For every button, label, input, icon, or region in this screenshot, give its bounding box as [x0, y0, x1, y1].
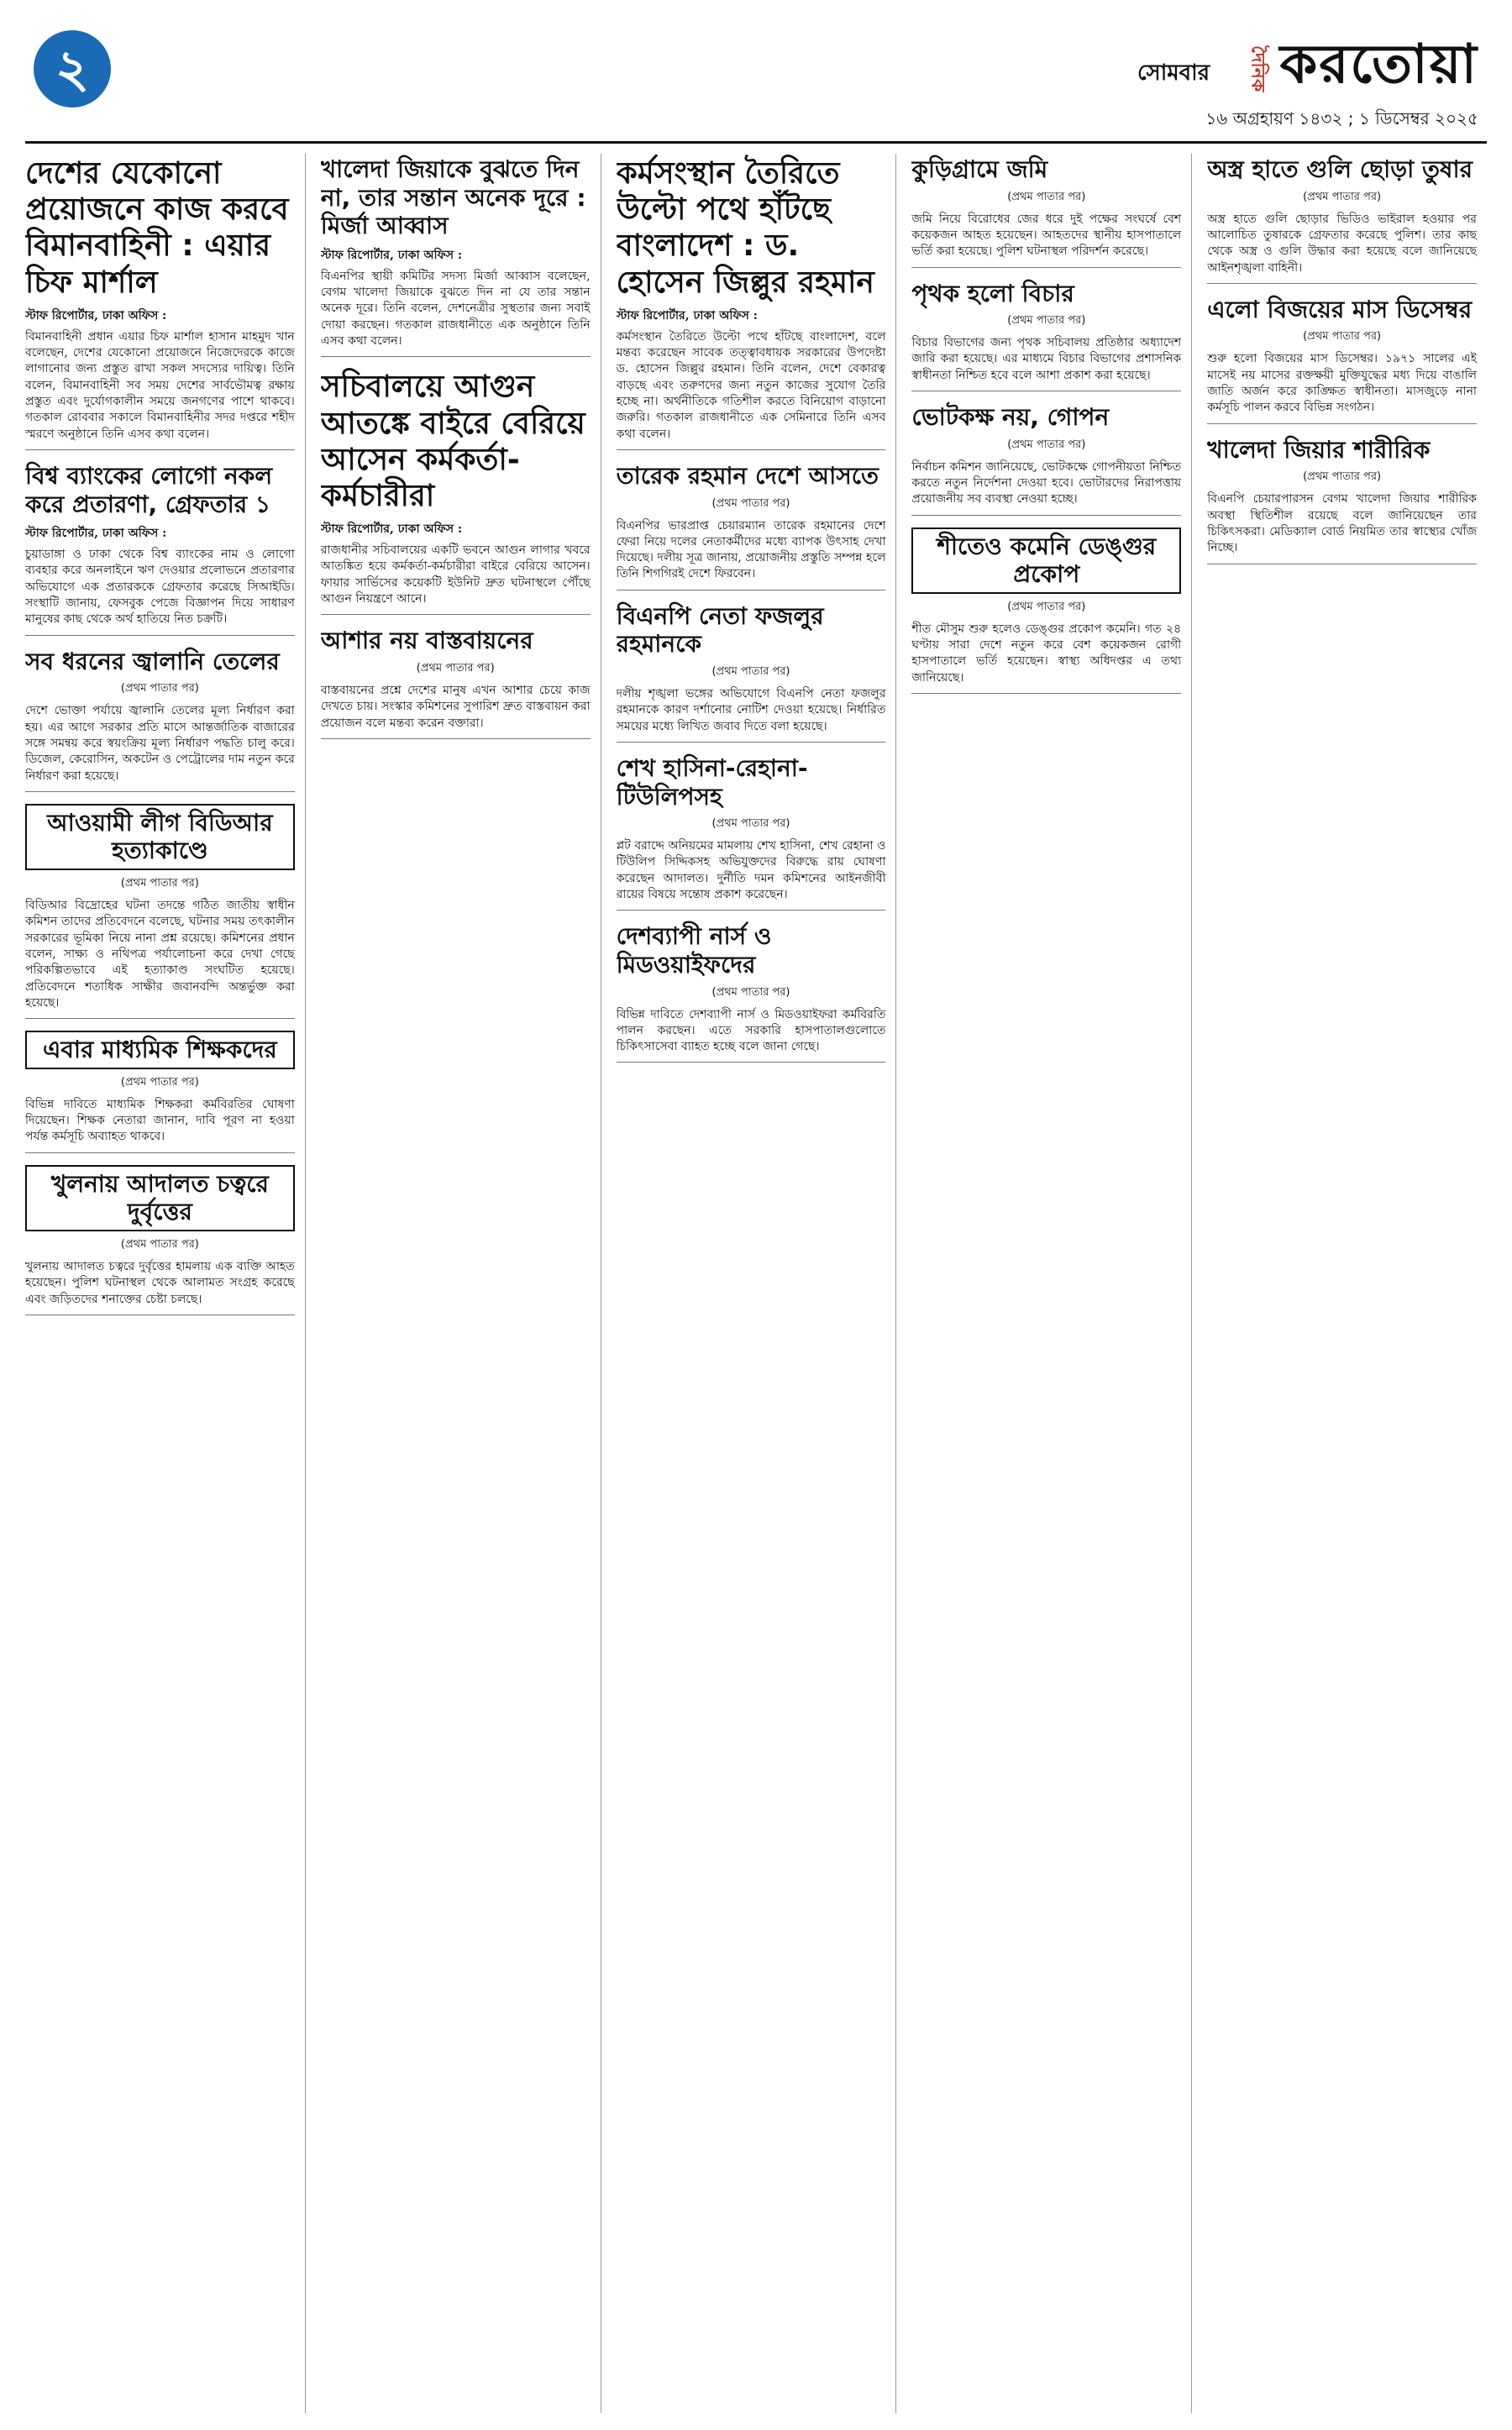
subhead: (প্রথম পাতার পর) — [120, 1075, 199, 1089]
headline: আশার নয় বাস্তবায়নের — [320, 627, 533, 655]
story-teachers — [25, 1031, 295, 1153]
headline: বিশ্ব ব্যাংকের লোগো নকল করে প্রতারণা, গ্রেফতার ১ — [25, 461, 273, 518]
headline: কর্মসংস্থান তৈরিতে উল্টো পথে হাঁটছে বাংলাদেশ : ড. হোসেন জিল্লুর রহমান — [616, 156, 874, 300]
story-fazlur — [617, 602, 886, 743]
column-2 — [321, 154, 601, 2413]
headline: দেশব্যাপী নার্স ও মিডওয়াইফদের — [616, 922, 772, 979]
story-body: কর্মসংস্থান তৈরিতে উল্টো পথে হাঁটছে বাংলাদেশ, বলে মন্তব্য করেছেন সাবেক তত্ত্বাবধায়ক সরকারের উপদেষ্টা ড. হোসেন জিল্লুর রহমান। তিনি বলেন, দেশে বেকারত্ব বাড়ছে এবং তরুণদের জন্য নতুন কাজের সুযোগ তৈরি হচ্ছে না। অর্থনীতিকে গতিশীল করতে বিনিয়োগ বাড়ানো জরুরি। গতকাল রাজধানীতে এক সেমিনারে তিনি এসব কথা বলেন। — [616, 329, 886, 441]
subhead: (প্রথম পাতার পর) — [711, 664, 790, 678]
story-body: দলীয় শৃঙ্খলা ভঙ্গের অভিযোগে বিএনপি নেতা ফজলুর রহমানকে কারণ দর্শানোর নোটিশ দেওয়া হয়েছে। নির্ধারিত সময়ের মধ্যে লিখিত জবাব দিতে বলা হয়েছে। — [616, 686, 886, 733]
story-hope — [321, 627, 591, 739]
headline: এবার মাধ্যমিক শিক্ষকদের — [25, 1031, 295, 1069]
page-header — [25, 15, 1487, 144]
subhead: (প্রথম পাতার পর) — [1303, 190, 1382, 203]
subhead: (প্রথম পাতার পর) — [1303, 330, 1382, 344]
subhead: (প্রথম পাতার পর) — [416, 661, 495, 674]
story-judiciary — [911, 280, 1181, 392]
story-body: শীত মৌসুম শুরু হলেও ডেঙ্গুর প্রকোপ কমেনি। গত ২৪ ঘণ্টায় সারা দেশে নতুন করে বেশ কয়েকজন রোগী হাসপাতালে ভর্তি হয়েছেন। স্বাস্থ্য অধিদপ্তর এ তথ্য জানিয়েছে। — [911, 622, 1182, 685]
story-tarique — [617, 462, 886, 590]
story-body: শুরু হলো বিজয়ের মাস ডিসেম্বর। ১৯৭১ সালের এই মাসেই নয় মাসের রক্তক্ষয়ী মুক্তিযুদ্ধের মধ্য দিয়ে বাঙালি জাতি অর্জন করে কাঙ্ক্ষিত স্বাধীনতা। মাসজুড়ে নানা কর্মসূচি পালন করবে বিভিন্ন সংগঠন। — [1207, 352, 1477, 415]
headline: সব ধরনের জ্বালানি তেলের — [25, 647, 280, 675]
story-kurigram — [911, 155, 1181, 268]
story-airforce — [25, 155, 295, 450]
story-dengue — [911, 527, 1181, 694]
headline: বিএনপি নেতা ফজলুর রহমানকে — [616, 601, 824, 659]
story-nurses — [617, 922, 886, 1063]
headline: এলো বিজয়ের মাস ডিসেম্বর — [1207, 295, 1473, 323]
headline: অস্ত্র হাতে গুলি ছোড়া তুষার — [1207, 155, 1473, 183]
headline: তারেক রহমান দেশে আসতে — [616, 461, 879, 490]
subhead: (প্রথম পাতার পর) — [711, 496, 790, 510]
story-body: খুলনায় আদালত চত্বরে দুর্বৃত্তের হামলায় এক ব্যক্তি আহত হয়েছেন। পুলিশ ঘটনাস্থল থেকে আলামত সংগ্রহ করেছে এবং জড়িতদের শনাক্তের চেষ্টা চলছে। — [25, 1259, 295, 1306]
column-1 — [25, 154, 306, 2413]
byline: স্টাফ রিপোর্টার, ঢাকা অফিস : — [320, 522, 463, 537]
subhead: (প্রথম পাতার পর) — [1007, 600, 1086, 613]
story-body: দেশে ভোক্তা পর্যায়ে জ্বালানি তেলের মূল্য নির্ধারণ করা হয়। এর আগে সরকার প্রতি মাসে আন্তর্জাতিক বাজারের সঙ্গে সমন্বয় করে স্বয়ংক্রিয় মূল্য নির্ধারণ পদ্ধতি চালু করে। ডিজেল, কেরোসিন, অকটেন ও পেট্রোলের দাম নতুন করে নির্ধারণ করা হয়েছে। — [25, 704, 295, 783]
story-body: প্লট বরাদ্দে অনিয়মের মামলায় শেখ হাসিনা, শেখ রেহানা ও টিউলিপ সিদ্দিকসহ অভিযুক্তদের বিরুদ্ধে রায় ঘোষণা করেছেন আদালত। দুর্নীতি দমন কমিশনের আইনজীবী রায়ের বিষয়ে সন্তোষ প্রকাশ করেছেন। — [616, 839, 886, 902]
subhead: (প্রথম পাতার পর) — [1303, 470, 1382, 484]
page-number-badge: ২ — [34, 30, 111, 108]
story-body: বিএনপির ভারপ্রাপ্ত চেয়ারম্যান তারেক রহমানের দেশে ফেরা নিয়ে দলের নেতাকর্মীদের মধ্যে ব্যাপক উৎসাহ দেখা দিয়েছে। দলীয় সূত্র জানায়, প্রয়োজনীয় প্রস্তুতি সম্পন্ন হলে তিনি শিগগিরই দেশে ফিরবেন। — [616, 518, 886, 581]
dateline: ১৬ অগ্রহায়ণ ১৪৩২ ; ১ ডিসেম্বর ২০২৫ — [1205, 108, 1478, 129]
story-khulna — [25, 1165, 295, 1315]
columns — [25, 154, 1487, 2413]
masthead — [1242, 24, 1478, 113]
headline: আওয়ামী লীগ বিডিআর হত্যাকাণ্ডে — [25, 804, 295, 870]
headline: খালেদা জিয়ার শারীরিক — [1207, 435, 1431, 464]
subhead: (প্রথম পাতার পর) — [711, 985, 790, 999]
masthead-title: করতোয়া — [1279, 34, 1478, 96]
story-body: বাস্তবায়নের প্রশ্নে দেশের মানুষ এখন আশার চেয়ে কাজ দেখতে চায়। সংস্কার কমিশনের সুপারিশ দ্রুত বাস্তবায়ন করা প্রয়োজন বলে মন্তব্য করেন বক্তারা। — [320, 683, 591, 730]
story-body: জমি নিয়ে বিরোধের জের ধরে দুই পক্ষের সংঘর্ষে বেশ কয়েকজন আহত হয়েছেন। আহতদের স্থানীয় হাসপাতালে ভর্তি করা হয়েছে। পুলিশ ঘটনাস্থল পরিদর্শন করেছে। — [911, 212, 1182, 259]
column-3 — [617, 154, 897, 2413]
masthead-prefix: দৈনিক — [1247, 45, 1268, 92]
byline: স্টাফ রিপোর্টার, ঢাকা অফিস : — [25, 527, 167, 541]
story-body: অস্ত্র হাতে গুলি ছোড়ার ভিডিও ভাইরাল হওয়ার পর আলোচিত তুষারকে গ্রেফতার করেছে পুলিশ। তার কাছ থেকে অস্ত্র ও গুলি উদ্ধার করা হয়েছে বলে জানিয়েছে আইনশৃঙ্খলা বাহিনী। — [1207, 212, 1477, 275]
headline: দেশের যেকোনো প্রয়োজনে কাজ করবে বিমানবাহিনী : এয়ার চিফ মার্শাল — [25, 156, 289, 300]
headline: সচিবালয়ে আগুন আতঙ্কে বাইরে বেরিয়ে আসেন কর্মকর্তা-কর্মচারীরা — [320, 370, 585, 513]
story-body: বিচার বিভাগের জন্য পৃথক সচিবালয় প্রতিষ্ঠার অধ্যাদেশ জারি করা হয়েছে। এর মাধ্যমে বিচার বিভাগের প্রশাসনিক স্বাধীনতা নিশ্চিত হবে বলে আশা প্রকাশ করা হয়েছে। — [911, 336, 1182, 382]
byline: স্টাফ রিপোর্টার, ঢাকা অফিস : — [320, 248, 463, 262]
weekday: সোমবার — [1137, 60, 1210, 86]
story-body: বিডিআর বিদ্রোহের ঘটনা তদন্তে গঠিত জাতীয় স্বাধীন কমিশন তাদের প্রতিবেদনে বলেছে, ঘটনার সময় তৎকালীন সরকারের ভূমিকা নিয়ে নানা প্রশ্ন রয়েছে। কমিশনের প্রধান বলেন, সাক্ষ্য ও নথিপত্র পর্যালোচনা করে দেখা গেছে পরিকল্পিতভাবে এই হত্যাকাণ্ড সংঘটিত হয়েছে। প্রতিবেদনে শতাধিক সাক্ষীর জবানবন্দি অন্তর্ভুক্ত করা হয়েছে। — [25, 899, 295, 1010]
subhead: (প্রথম পাতার পর) — [120, 877, 199, 890]
column-4 — [911, 154, 1192, 2413]
story-bdr — [25, 804, 295, 1019]
byline: স্টাফ রিপোর্টার, ঢাকা অফিস : — [616, 308, 758, 323]
story-fuel — [25, 648, 295, 792]
subhead: (প্রথম পাতার পর) — [1007, 314, 1086, 328]
story-abbas — [321, 155, 591, 357]
story-hasina — [617, 754, 886, 911]
story-body: রাজধানীর সচিবালয়ের একটি ভবনে আগুন লাগার খবরে আতঙ্কিত হয়ে কর্মকর্তা-কর্মচারীরা বাইরে বেরিয়ে আসেন। ফায়ার সার্ভিসের কয়েকটি ইউনিট দ্রুত ঘটনাস্থলে পৌঁছে আগুন নিয়ন্ত্রণে আনে। — [320, 543, 591, 606]
headline: খুলনায় আদালত চত্বরে দুর্বৃত্তের — [25, 1165, 295, 1231]
story-body: চুয়াডাঙ্গা ও ঢাকা থেকে বিশ্ব ব্যাংকের নাম ও লোগো ব্যবহার করে অনলাইনে ঋণ দেওয়ার প্রলোভনে প্রতারণার অভিযোগে এক প্রতারককে গ্রেফতার করেছে সিআইডি। সংস্থাটি জানায়, ফেসবুক পেজে বিজ্ঞাপন দিয়ে সাধারণ মানুষের কাছ থেকে অর্থ হাতিয়ে নিত চক্রটি। — [25, 548, 295, 627]
column-5 — [1207, 154, 1487, 2413]
story-worldbank — [25, 462, 295, 636]
story-khaleda — [1207, 436, 1477, 564]
story-body: বিমানবাহিনী প্রধান এয়ার চিফ মার্শাল হাসান মাহমুদ খান বলেছেন, দেশের যেকোনো প্রয়োজনে নিজেদেরকে কাজে লাগানোর জন্য প্রস্তুত রাখা সকল সদস্যের দায়িত্ব। তিনি বলেন, বিমানবাহিনী সব সময় দেশের সার্বভৌমত্ব রক্ষায় প্রস্তুত এবং দুর্যোগকালীন সময়ে জনগণের পাশে থাকবে। গতকাল রোববার সকালে বিমানবাহিনীর সদর দপ্তরে শহীদ স্মরণে অনুষ্ঠানে তিনি এসব কথা বলেন। — [25, 329, 295, 441]
subhead: (প্রথম পাতার পর) — [1007, 190, 1086, 203]
story-body: বিএনপির স্থায়ী কমিটির সদস্য মির্জা আব্বাস বলেছেন, বেগম খালেদা জিয়াকে বুঝতে দিন না যে তার সন্তান অনেক দূরে। তিনি বলেন, দেশনেত্রীর সুস্থতার জন্য সবাই দোয়া করছেন। গতকাল রাজধানীতে এক অনুষ্ঠানে তিনি এসব কথা বলেন। — [320, 269, 591, 349]
story-body: বিভিন্ন দাবিতে মাধ্যমিক শিক্ষকরা কর্মবিরতির ঘোষণা দিয়েছেন। শিক্ষক নেতারা জানান, দাবি পূরণ না হওয়া পর্যন্ত কর্মসূচি অব্যাহত থাকবে। — [25, 1097, 295, 1144]
story-body: বিভিন্ন দাবিতে দেশব্যাপী নার্স ও মিডওয়াইফরা কর্মবিরতি পালন করছেন। এতে সরকারি হাসপাতালগুলোতে চিকিৎসাসেবা ব্যাহত হচ্ছে বলে জানা গেছে। — [616, 1007, 886, 1054]
story-body: বিএনপি চেয়ারপারসন বেগম খালেদা জিয়ার শারীরিক অবস্থা স্থিতিশীল রয়েছে বলে জানিয়েছেন তার চিকিৎসকরা। মেডিক্যাল বোর্ড নিয়মিত তার স্বাস্থ্যের খোঁজ নিচ্ছে। — [1207, 492, 1477, 555]
headline: খালেদা জিয়াকে বুঝতে দিন না, তার সন্তান অনেক দূরে : মির্জা আব্বাস — [320, 155, 586, 240]
headline: ভোটকক্ষ নয়, গোপন — [911, 403, 1110, 432]
headline: শেখ হাসিনা-রেহানা-টিউলিপসহ — [616, 753, 808, 811]
subhead: (প্রথম পাতার পর) — [120, 682, 199, 695]
subhead: (প্রথম পাতার পর) — [120, 1237, 199, 1251]
story-secretariat — [321, 369, 591, 615]
headline: কুড়িগ্রামে জমি — [911, 155, 1048, 183]
story-employment — [617, 155, 886, 450]
story-december — [1207, 296, 1477, 424]
subhead: (প্রথম পাতার পর) — [711, 817, 790, 831]
story-tushar — [1207, 155, 1477, 284]
byline: স্টাফ রিপোর্টার, ঢাকা অফিস : — [25, 308, 167, 323]
headline: শীতেও কমেনি ডেঙ্গুর প্রকোপ — [911, 527, 1181, 594]
story-body: নির্বাচন কমিশন জানিয়েছে, ভোটকক্ষে গোপনীয়তা নিশ্চিত করতে নতুন নির্দেশনা দেওয়া হবে। ভোটারদের নিরাপত্তায় প্রয়োজনীয় সব ব্যবস্থা নেওয়া হচ্ছে। — [911, 459, 1182, 506]
headline: পৃথক হলো বিচার — [911, 279, 1074, 307]
subhead: (প্রথম পাতার পর) — [1007, 438, 1086, 451]
story-ballot — [911, 403, 1181, 516]
